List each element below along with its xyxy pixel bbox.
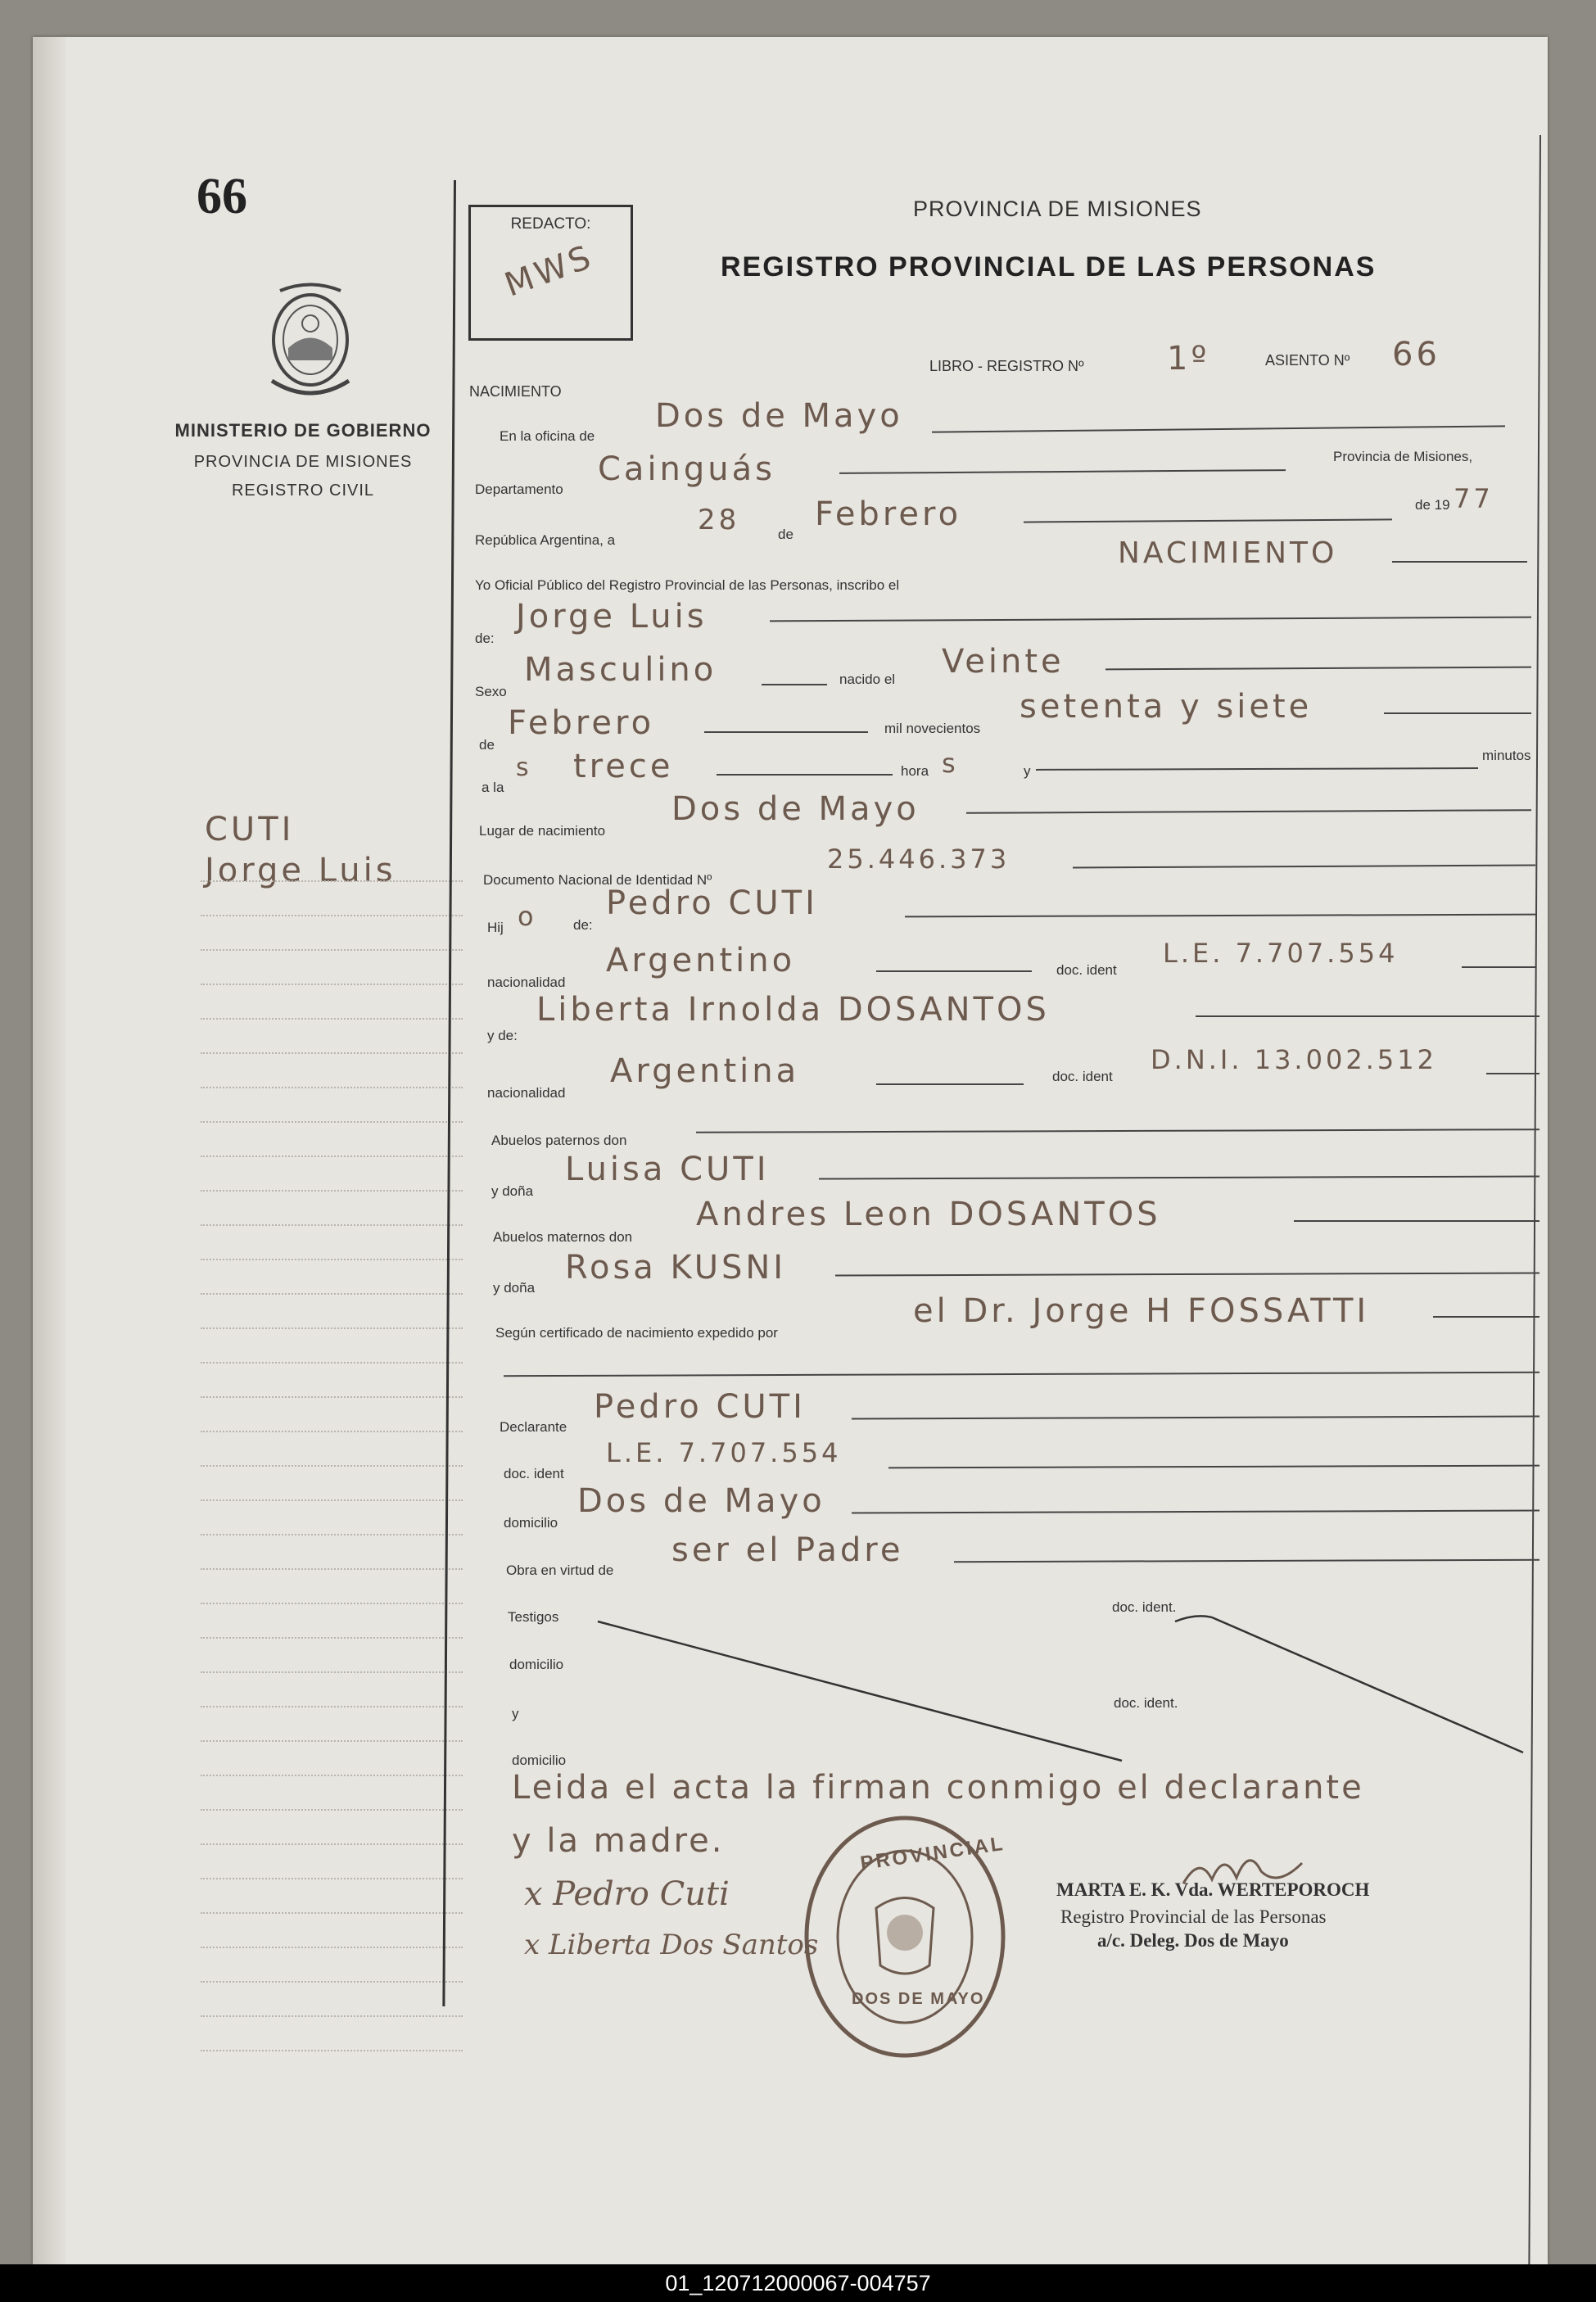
obra-label: Obra en virtud de xyxy=(506,1563,614,1578)
rule xyxy=(835,1272,1539,1276)
madre-value: Liberta Irnolda DOSANTOS xyxy=(536,991,1050,1029)
docid1-label: doc. ident. xyxy=(1112,1599,1177,1615)
ministry-block xyxy=(156,420,450,500)
milnov-label: mil novecientos xyxy=(884,721,981,736)
rule xyxy=(1105,667,1531,671)
hijo-suffix: o xyxy=(518,901,537,932)
registry-heading: REGISTRO PROVINCIAL DE LAS PERSONAS xyxy=(721,251,1377,283)
dom2-label: domicilio xyxy=(512,1753,567,1768)
ministry-registry: REGISTRO CIVIL xyxy=(231,482,375,500)
rule xyxy=(1384,712,1531,714)
seal-text-top: PROVINCIAL xyxy=(858,1832,1006,1875)
padre-doc-value: L.E. 7.707.554 xyxy=(1163,938,1399,969)
alas-label: a la xyxy=(482,780,504,795)
alas-suffix: s xyxy=(516,753,532,782)
madre-nac-value: Argentina xyxy=(610,1052,800,1090)
abmat-don-value: Andres Leon DOSANTOS xyxy=(696,1196,1161,1233)
seal-text-center: DOS DE MAYO xyxy=(852,1990,985,2008)
margin-surname: CUTI xyxy=(205,811,295,848)
testigos-label: Testigos xyxy=(508,1609,559,1625)
declarante-doc-value: L.E. 7.707.554 xyxy=(606,1437,842,1468)
departamento-label: Departamento xyxy=(475,482,563,497)
sexo-value: Masculino xyxy=(524,651,717,689)
nacido-label: nacido el xyxy=(839,672,896,687)
madre-doc-value: D.N.I. 13.002.512 xyxy=(1151,1044,1437,1075)
doc2-label: doc. ident xyxy=(1052,1069,1113,1084)
margin-given-name: Jorge Luis xyxy=(205,852,396,889)
father-signature: x Pedro Cuti xyxy=(524,1875,730,1913)
anio-value: 77 xyxy=(1454,483,1494,514)
rule xyxy=(717,774,893,776)
cert-value: el Dr. Jorge H FOSSATTI xyxy=(913,1292,1370,1330)
hora-label: hora xyxy=(901,763,929,779)
declarante-label: Declarante xyxy=(500,1419,567,1435)
padre-value: Pedro CUTI xyxy=(606,884,818,922)
de2-label: de: xyxy=(475,631,495,646)
provincia-label: Provincia de Misiones, xyxy=(1333,449,1473,464)
inscribo-value: NACIMIENTO xyxy=(1118,536,1338,570)
hijo-de-label: de: xyxy=(573,917,593,933)
ydona1-label: y doña xyxy=(491,1183,534,1199)
hora-value: trece xyxy=(573,748,674,785)
nombre-value: Jorge Luis xyxy=(516,598,708,635)
sexo-label: Sexo xyxy=(475,684,507,699)
dni-value: 25.446.373 xyxy=(827,843,1010,875)
nacido-mes-value: Febrero xyxy=(508,704,655,742)
rule xyxy=(819,1175,1539,1179)
departamento-value: Cainguás xyxy=(598,450,775,488)
oficina-label: En la oficina de xyxy=(500,428,595,444)
registrar-role: Registro Provincial de las Personas xyxy=(1060,1906,1327,1927)
y2-label: y xyxy=(512,1706,519,1721)
rule xyxy=(852,1416,1539,1420)
obra-value: ser el Padre xyxy=(671,1531,904,1569)
asiento-value: 66 xyxy=(1392,336,1440,373)
lugar-label: Lugar de nacimiento xyxy=(479,823,606,839)
margin-ruled-lines xyxy=(201,848,463,2051)
rule xyxy=(1462,966,1535,968)
doc3-label: doc. ident xyxy=(504,1466,564,1481)
closing-line-2: y la madre. xyxy=(512,1822,725,1860)
rule xyxy=(504,1372,1539,1377)
libro-label: LIBRO - REGISTRO Nº xyxy=(929,358,1084,374)
rule xyxy=(905,914,1535,918)
rule xyxy=(1196,1015,1539,1017)
nac1-label: nacionalidad xyxy=(487,975,566,990)
libro-value: 1º xyxy=(1167,340,1210,378)
closing-line-1: Leida el acta la firman conmigo el declarante xyxy=(512,1769,1364,1807)
rule xyxy=(876,970,1032,972)
rule xyxy=(1433,1316,1539,1318)
rule xyxy=(1294,1220,1539,1222)
image-id-footer: 01_120712000067-004757 xyxy=(0,2264,1596,2302)
lugar-value: Dos de Mayo xyxy=(671,790,920,828)
rule xyxy=(762,684,827,685)
rule xyxy=(1036,767,1478,771)
registrar-delegation: a/c. Deleg. Dos de Mayo xyxy=(1097,1930,1289,1951)
rule xyxy=(888,1465,1539,1469)
abmat-label: Abuelos maternos don xyxy=(493,1229,633,1245)
nac2-label: nacionalidad xyxy=(487,1085,566,1101)
province-heading: PROVINCIA DE MISIONES xyxy=(913,197,1202,221)
y-label: y xyxy=(1024,763,1031,779)
rule xyxy=(954,1559,1539,1563)
oficina-value: Dos de Mayo xyxy=(655,397,903,435)
ministry-title: MINISTERIO DE GOBIERNO xyxy=(174,420,432,441)
ministry-province: PROVINCIA DE MISIONES xyxy=(193,453,413,471)
mother-signature: x Liberta Dos Santos xyxy=(524,1929,819,1961)
rule xyxy=(966,809,1531,814)
anio-label: de 19 xyxy=(1415,497,1450,513)
domicilio-label: domicilio xyxy=(504,1515,558,1531)
ydona2-label: y doña xyxy=(493,1280,536,1296)
folio-number: 66 xyxy=(197,169,247,224)
redacto-label: REDACTO: xyxy=(510,215,591,233)
coat-of-arms-icon xyxy=(255,283,366,405)
redacto-initials: MWS xyxy=(500,237,599,305)
rule xyxy=(839,469,1286,474)
declarante-value: Pedro CUTI xyxy=(594,1388,806,1426)
rule xyxy=(852,1510,1539,1514)
abpat-label: Abuelos paternos don xyxy=(491,1133,627,1148)
yde-label: y de: xyxy=(487,1028,518,1043)
inscribo-label: Yo Oficial Público del Registro Provincial de las Personas, inscribo el xyxy=(475,577,900,593)
abmat-dona-value: Rosa KUSNI xyxy=(565,1249,787,1287)
rule xyxy=(770,617,1531,622)
act-type-label: NACIMIENTO xyxy=(469,383,562,400)
rule xyxy=(1073,865,1535,869)
hora-suffix: s xyxy=(942,748,959,779)
dom1-label: domicilio xyxy=(509,1657,564,1672)
abpat-dona-value: Luisa CUTI xyxy=(565,1151,770,1188)
rule xyxy=(1024,518,1392,522)
dni-label: Documento Nacional de Identidad Nº xyxy=(483,872,712,888)
asiento-label: ASIENTO Nº xyxy=(1265,352,1350,369)
rule xyxy=(1486,1073,1539,1074)
mes-value: Febrero xyxy=(815,495,962,533)
cert-label: Según certificado de nacimiento expedido por xyxy=(495,1325,778,1341)
right-rule xyxy=(1528,135,1541,2264)
rule xyxy=(696,1128,1539,1133)
republica-label: República Argentina, a xyxy=(475,532,616,548)
domicilio-value: Dos de Mayo xyxy=(577,1482,825,1520)
book-spine xyxy=(33,37,66,2264)
registrar-name: MARTA E. K. Vda. WERTEPOROCH xyxy=(1056,1879,1370,1900)
rule xyxy=(704,731,868,733)
rule xyxy=(932,425,1505,432)
de3-label: de xyxy=(479,737,495,753)
rule xyxy=(876,1083,1024,1085)
nacido-dia-value: Veinte xyxy=(942,643,1065,681)
dia-value: 28 xyxy=(698,504,740,536)
docid2-label: doc. ident. xyxy=(1114,1695,1178,1711)
document-page xyxy=(33,37,1548,2264)
rule xyxy=(1392,561,1527,563)
padre-nac-value: Argentino xyxy=(606,942,796,979)
minutos-label: minutos xyxy=(1482,748,1531,763)
redacto-box xyxy=(468,205,633,341)
testigos-cancel-strokes xyxy=(508,1593,1539,1773)
nacido-anio-value: setenta y siete xyxy=(1020,688,1313,726)
de-label: de xyxy=(778,527,793,542)
doc1-label: doc. ident xyxy=(1056,962,1117,978)
hijo-label: Hij xyxy=(487,920,504,935)
